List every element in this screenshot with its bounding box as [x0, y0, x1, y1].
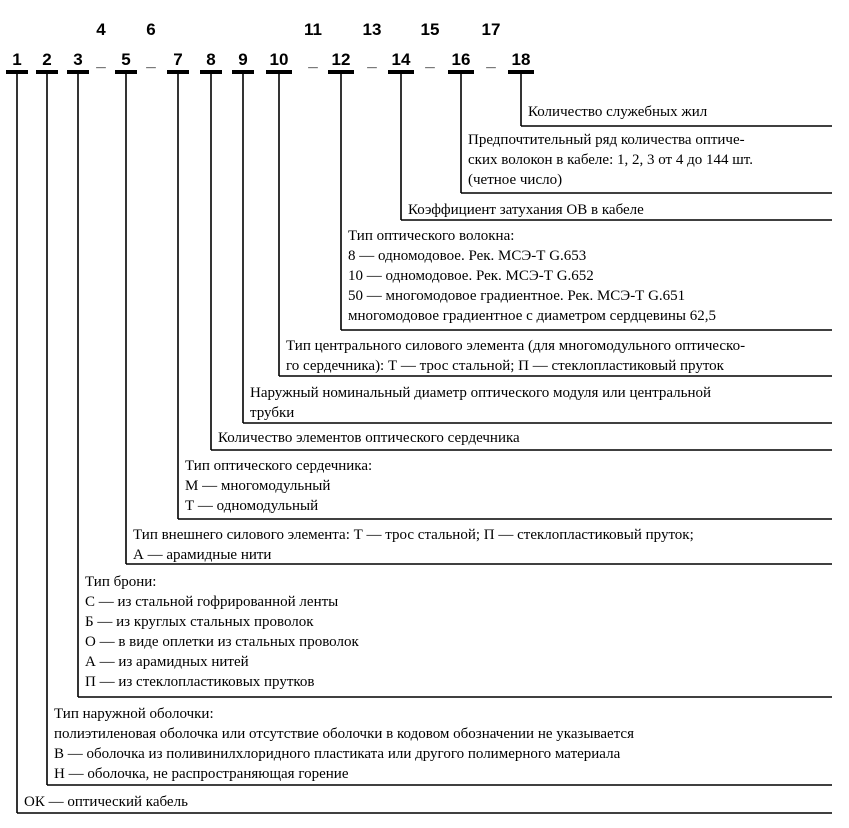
position-number-16: 16: [451, 50, 471, 69]
separator-13: _: [367, 51, 377, 70]
separator-6: _: [146, 51, 156, 70]
description-5-line-2: А — арамидные нити: [133, 547, 272, 563]
position-number-9: 9: [238, 50, 248, 69]
position-number-15: 15: [420, 20, 440, 39]
separator-11: _: [308, 51, 318, 70]
position-number-6: 6: [146, 20, 156, 39]
position-number-2: 2: [42, 50, 52, 69]
description-3-line-4: О — в виде оплетки из стальных проволок: [85, 634, 359, 650]
descriptions: [24, 104, 753, 810]
description-12-line-1: Тип оптического волокна:: [348, 228, 515, 244]
description-7-line-1: Тип оптического сердечника:: [185, 458, 373, 474]
description-2-line-4: Н — оболочка, не распространяющая горение: [54, 766, 349, 782]
description-9-line-2: трубки: [250, 405, 295, 421]
description-7-line-3: Т — одномодульный: [185, 498, 319, 514]
description-2-line-3: В — оболочка из поливинилхлоридного пластиката или другого полимерного материала: [54, 746, 621, 762]
description-5-line-1: Тип внешнего силового элемента: Т — трос стальной; П — стеклопластиковый пруток;: [133, 527, 694, 543]
position-number-12: 12: [331, 50, 351, 69]
position-numbers: [12, 20, 530, 70]
description-3-line-6: П — из стеклопластиковых прутков: [85, 674, 315, 690]
separator-17: _: [486, 51, 496, 70]
description-2-line-1: Тип наружной оболочки:: [54, 706, 214, 722]
position-number-14: 14: [391, 50, 411, 69]
position-number-3: 3: [73, 50, 83, 69]
description-3-line-3: Б — из круглых стальных проволок: [85, 614, 314, 630]
position-number-18: 18: [511, 50, 531, 69]
description-16-line-1: Предпочтительный ряд количества оптиче-: [468, 132, 745, 148]
position-number-10: 10: [269, 50, 289, 69]
description-7-line-2: М — многомодульный: [185, 478, 331, 494]
description-8-line-1: Количество элементов оптического сердечника: [218, 430, 520, 446]
position-number-1: 1: [12, 50, 22, 69]
description-12-line-2: 8 — одномодовое. Рек. МСЭ-Т G.653: [348, 248, 587, 264]
description-9-line-1: Наружный номинальный диаметр оптического модуля или центральной: [250, 385, 712, 401]
description-10-line-1: Тип центрального силового элемента (для многомодульного оптическо-: [286, 338, 746, 354]
position-number-8: 8: [206, 50, 216, 69]
position-number-17: 17: [481, 20, 501, 39]
description-12-line-4: 50 — многомодовое градиентное. Рек. МСЭ-Т G.651: [348, 288, 686, 304]
position-number-13: 13: [362, 20, 382, 39]
position-number-5: 5: [121, 50, 131, 69]
description-12-line-3: 10 — одномодовое. Рек. МСЭ-Т G.652: [348, 268, 594, 284]
description-3-line-2: С — из стальной гофрированной ленты: [85, 594, 339, 610]
position-number-4: 4: [96, 20, 106, 39]
description-18-line-1: Количество служебных жил: [528, 104, 708, 120]
separator-15: _: [425, 51, 435, 70]
description-3-line-1: Тип брони:: [85, 574, 157, 590]
position-number-7: 7: [173, 50, 183, 69]
description-3-line-5: А — из арамидных нитей: [85, 654, 249, 670]
description-12-line-5: многомодовое градиентное с диаметром сердцевины 62,5: [348, 308, 717, 324]
description-10-line-2: го сердечника): Т — трос стальной; П — стеклопластиковый пруток: [286, 358, 724, 374]
description-2-line-2: полиэтиленовая оболочка или отсутствие оболочки в кодовом обозначении не указывается: [54, 726, 634, 742]
description-1-line-1: ОК — оптический кабель: [24, 794, 188, 810]
description-16-line-3: (четное число): [468, 172, 563, 188]
position-number-11: 11: [304, 20, 322, 39]
description-14-line-1: Коэффициент затухания ОВ в кабеле: [408, 202, 644, 218]
separator-4: _: [96, 51, 106, 70]
description-16-line-2: ских волокон в кабеле: 1, 2, 3 от 4 до 144 шт.: [468, 152, 753, 168]
